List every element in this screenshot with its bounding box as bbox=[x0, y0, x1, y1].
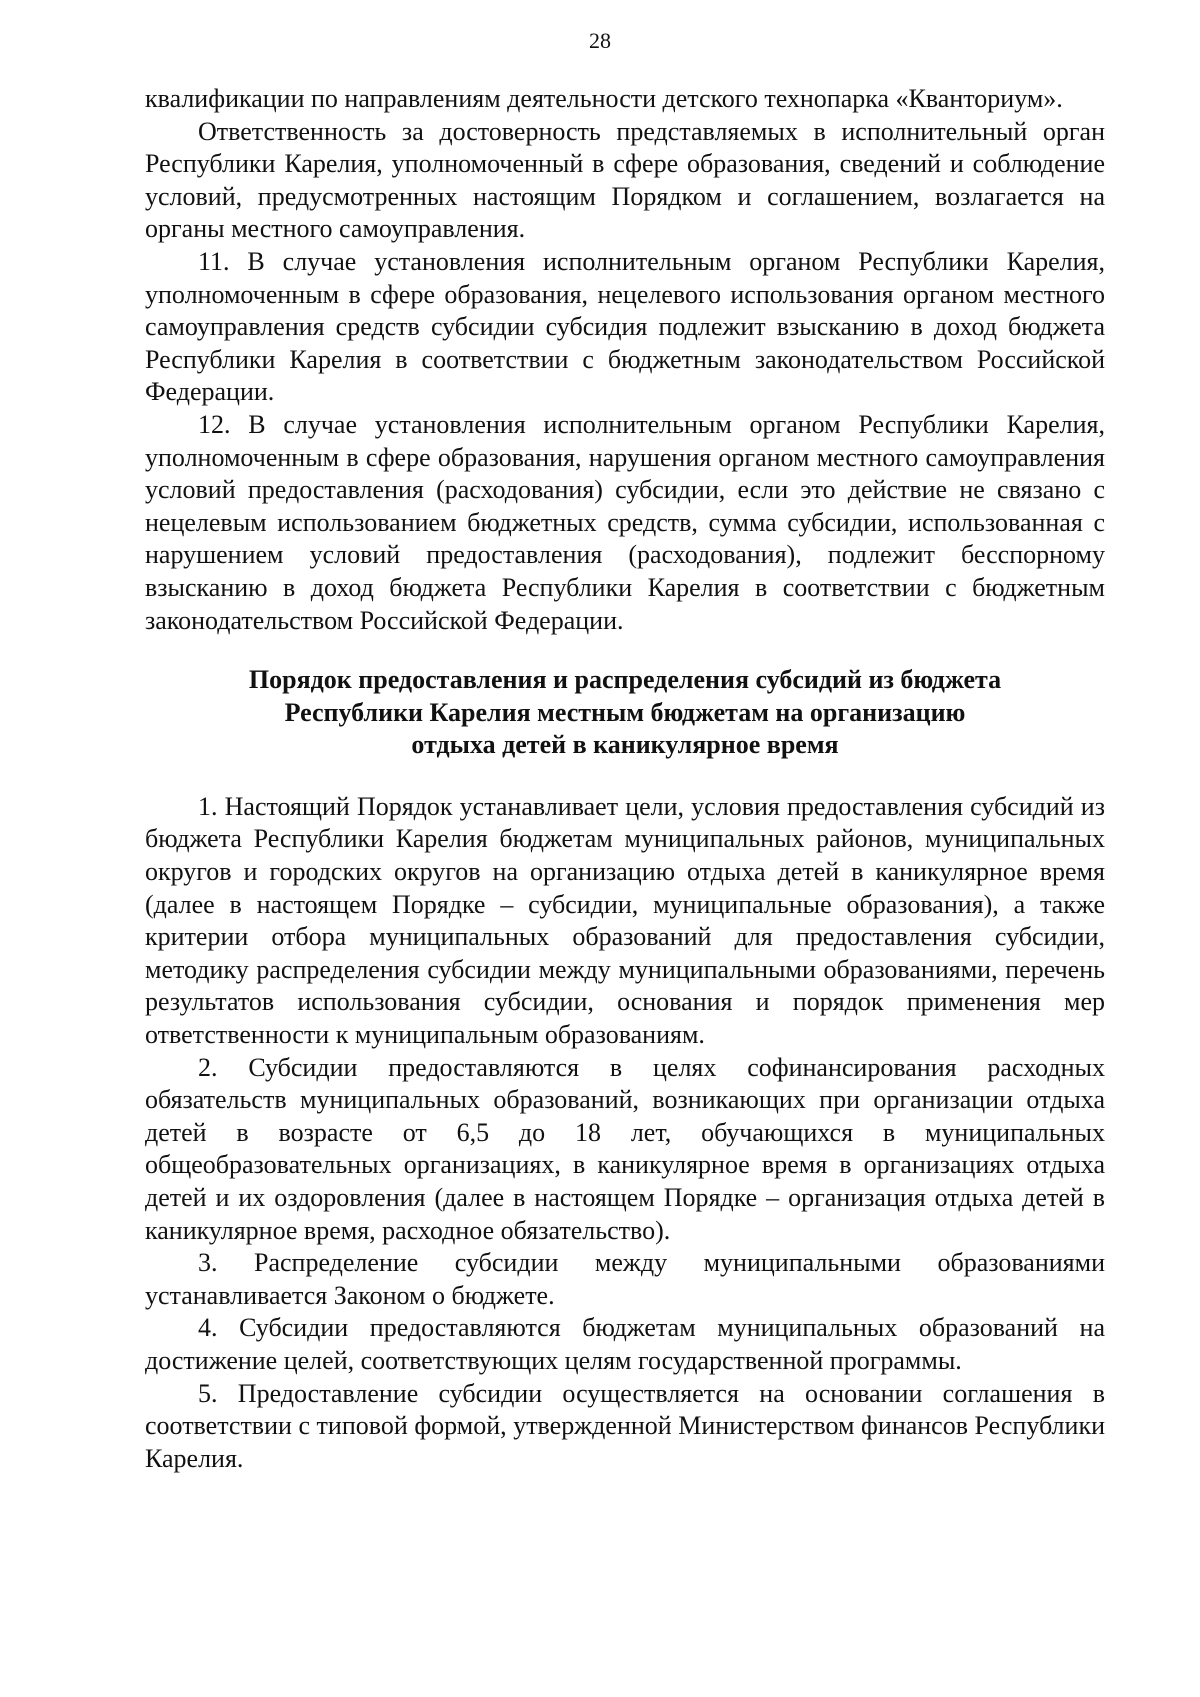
document-body bbox=[145, 83, 1105, 1475]
heading-line-2: Республики Карелия местным бюджетам на организацию bbox=[284, 697, 966, 727]
paragraph-item-2: 2. Субсидии предоставляются в целях софинансирования расходных обязательств муниципальных образований, возникающих при организации отдыха детей в возрасте от 6,5 до 18 лет, обучающихся в муниципальных общеобразовательных организациях, в каникулярное время в организациях отдыха детей и их оздоровления (далее в настоящем Порядке – организация отдыха детей в каникулярное время, расходное обязательство). bbox=[145, 1052, 1105, 1245]
paragraph-item-1: 1. Настоящий Порядок устанавливает цели, условия предоставления субсидий из бюджета Республики Карелия бюджетам муниципальных районов, муниципальных округов и городских округов на организацию отдыха детей в каникулярное время (далее в настоящем Порядке – субсидии, муниципальные образования), а также критерии отбора муниципальных образований для предоставления субсидии, методику распределения субсидии между муниципальными образованиями, перечень результатов использования субсидии, основания и порядок применения мер ответственности к муниципальным образованиям. bbox=[145, 791, 1105, 1050]
paragraph-continuation: квалификации по направлениям деятельности детского технопарка «Кванториум». bbox=[145, 84, 1063, 113]
paragraph-item-11: 11. В случае установления исполнительным органом Республики Карелия, уполномоченным в сфере образования, нецелевого использования органом местного самоуправления средств субсидии субсидия подлежит взысканию в доход бюджета Республики Карелия в соответствии с бюджетным законодательством Российской Федерации. bbox=[145, 246, 1105, 407]
paragraph-item-3: 3. Распределение субсидии между муниципальными образованиями устанавливается Законом о бюджете. bbox=[145, 1248, 1105, 1310]
section-heading bbox=[145, 664, 1105, 762]
page-number: 28 bbox=[589, 28, 611, 53]
paragraph-responsibility: Ответственность за достоверность представляемых в исполнительный орган Республики Карелия, уполномоченный в сфере образования, сведений и соблюдение условий, предусмотренных настоящим Порядком и соглашением, возлагается на органы местного самоуправления. bbox=[145, 116, 1105, 244]
paragraph-item-5: 5. Предоставление субсидии осуществляется на основании соглашения в соответствии с типовой формой, утвержденной Министерством финансов Республики Карелия. bbox=[145, 1378, 1105, 1473]
paragraph-item-12: 12. В случае установления исполнительным органом Республики Карелия, уполномоченным в сфере образования, нарушения органом местного самоуправления условий предоставления (расходования) субсидии, если это действие не связано с нецелевым использованием бюджетных средств, сумма субсидии, использованная с нарушением условий предоставления (расходования), подлежит бесспорному взысканию в доход бюджета Республики Карелия в соответствии с бюджетным законодательством Российской Федерации. bbox=[145, 409, 1105, 635]
paragraph-item-4: 4. Субсидии предоставляются бюджетам муниципальных образований на достижение целей, соответствующих целям государственной программы. bbox=[145, 1313, 1105, 1375]
heading-line-1: Порядок предоставления и распределения субсидий из бюджета bbox=[248, 665, 1002, 695]
heading-line-3: отдыха детей в каникулярное время bbox=[411, 730, 839, 760]
